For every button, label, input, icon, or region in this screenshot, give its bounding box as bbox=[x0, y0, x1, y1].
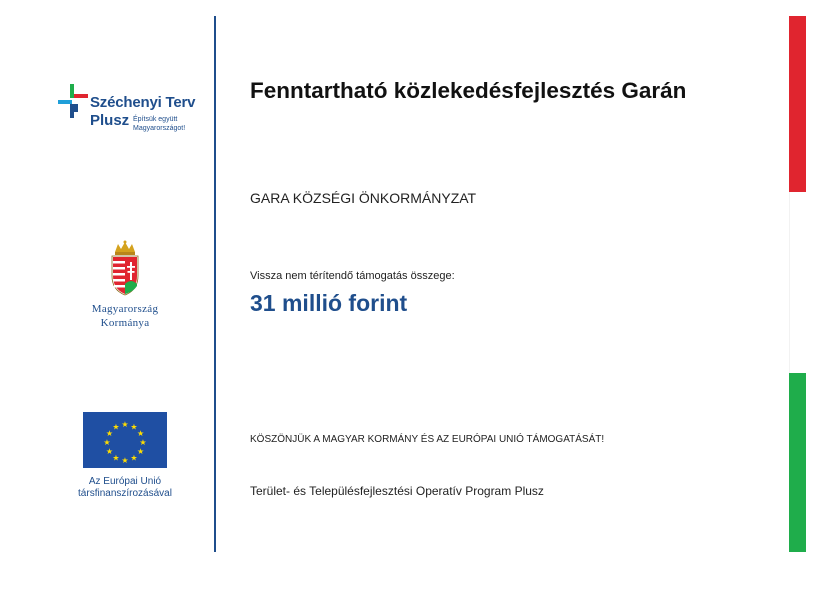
government-line-2: Kormánya bbox=[100, 317, 150, 329]
vertical-divider bbox=[214, 16, 216, 552]
eu-text bbox=[50, 476, 200, 500]
szechenyi-name: Széchenyi Terv bbox=[90, 94, 196, 111]
eu-line-2: társfinanszírozásával bbox=[78, 488, 172, 499]
szechenyi-plus-icon bbox=[56, 84, 90, 120]
government-logo bbox=[60, 240, 190, 330]
svg-text:★: ★ bbox=[112, 453, 120, 463]
beneficiary-name: GARA KÖZSÉGI ÖNKORMÁNYZAT bbox=[250, 190, 477, 206]
hungarian-flag-stripe bbox=[789, 16, 806, 552]
svg-text:★: ★ bbox=[139, 438, 147, 447]
svg-text:★: ★ bbox=[130, 453, 138, 463]
flag-white-band bbox=[789, 192, 806, 373]
eu-line-1: Az Európai Unió bbox=[88, 476, 162, 487]
government-line-1: Magyarország bbox=[91, 303, 159, 315]
svg-text:★: ★ bbox=[105, 429, 113, 438]
government-text bbox=[60, 302, 190, 330]
eu-logo bbox=[50, 412, 200, 500]
svg-text:★: ★ bbox=[137, 429, 145, 438]
szechenyi-tagline-1: Építsük együtt bbox=[133, 116, 178, 123]
project-title: Fenntartható közlekedésfejlesztés Garán bbox=[250, 78, 687, 103]
eu-flag-icon bbox=[83, 412, 167, 468]
flag-red-band bbox=[789, 16, 806, 192]
svg-text:★: ★ bbox=[137, 447, 145, 456]
program-name: Terület- és Településfejlesztési Operatív Program Plusz bbox=[250, 484, 544, 498]
support-amount-label: Vissza nem térítendő támogatás összege: bbox=[250, 270, 455, 282]
szechenyi-terv-logo bbox=[56, 84, 206, 144]
svg-text:★: ★ bbox=[112, 422, 120, 432]
thanks-text: KÖSZÖNJÜK A MAGYAR KORMÁNY ÉS AZ EURÓPAI UNIÓ TÁMOGATÁSÁT! bbox=[250, 434, 605, 445]
svg-text:★: ★ bbox=[121, 456, 129, 465]
szechenyi-plus-label: Plusz bbox=[90, 112, 130, 129]
hungarian-coat-of-arms-icon bbox=[110, 240, 140, 296]
flag-green-band bbox=[789, 373, 806, 552]
svg-text:★: ★ bbox=[105, 447, 113, 456]
szechenyi-tagline bbox=[133, 115, 203, 133]
support-amount: 31 millió forint bbox=[250, 290, 408, 316]
svg-text:★: ★ bbox=[103, 438, 111, 447]
szechenyi-tagline-2: Magyarországot! bbox=[133, 125, 186, 132]
svg-text:★: ★ bbox=[130, 422, 138, 432]
svg-text:★: ★ bbox=[121, 420, 129, 429]
